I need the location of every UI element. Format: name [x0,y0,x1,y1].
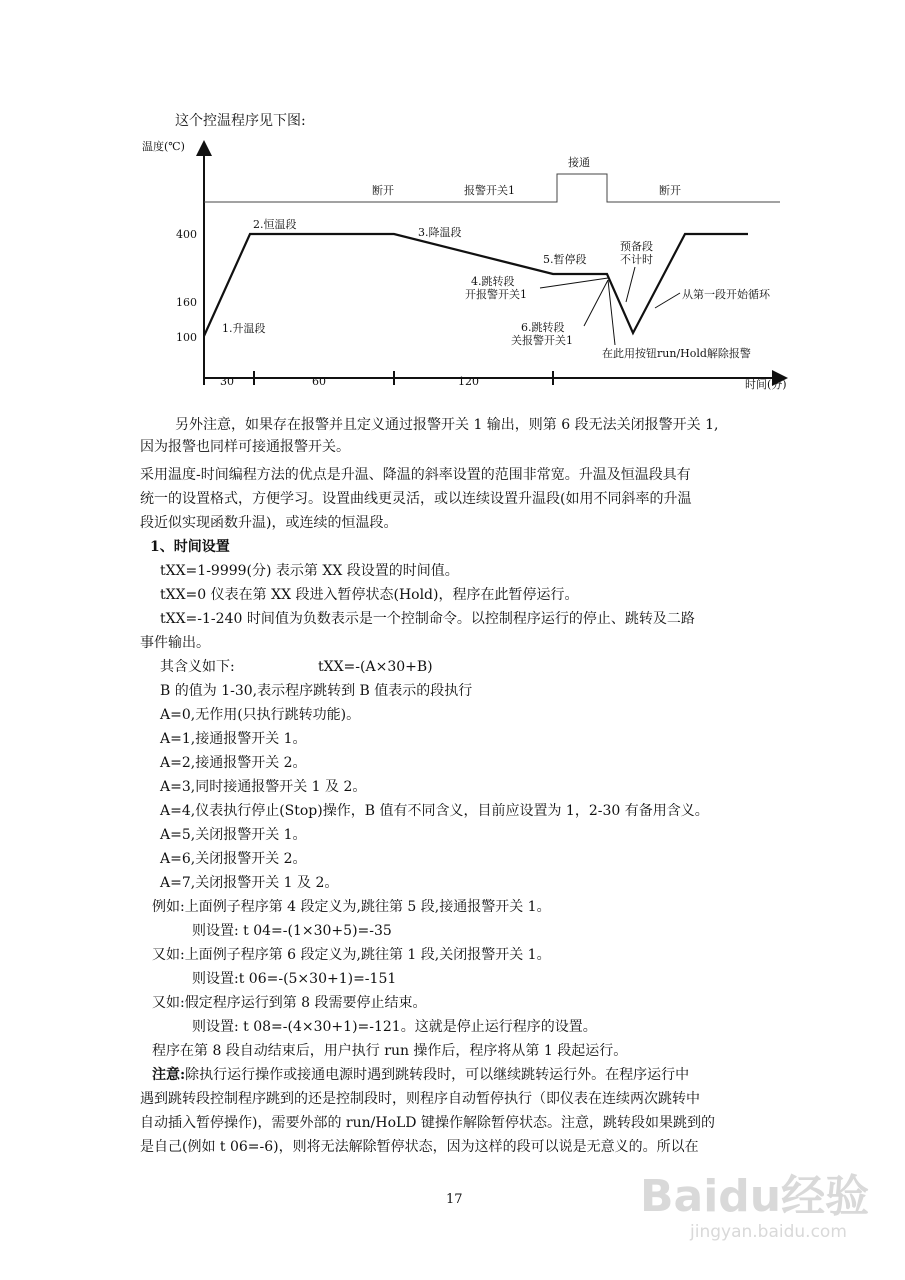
a4-line: A=4,仪表执行停止(Stop)操作，B 值有不同含义，目前应设置为 1，2-30 有备用含义。 [160,803,709,819]
alarm-switch-label: 报警开关1 [464,184,515,197]
time-rule-3-line2: 事件输出。 [140,635,210,651]
loop-label: 从第一段开始循环 [682,288,770,301]
example2: 又如:上面例子程序第 6 段定义为,跳往第 1 段,关闭报警开关 1。 [152,947,551,963]
leader-seg6 [584,280,608,326]
page-number: 17 [446,1192,463,1207]
note-line4: 是自己(例如 t 06=-6)，则将无法解除暂停状态，因为这样的段可以说是无意义的。所以在 [140,1139,699,1155]
seg5-label: 5.暂停段 [543,253,587,266]
alarm-off-left: 断开 [372,184,394,197]
para2-line1: 采用温度-时间编程方法的优点是升温、降温的斜率设置的范围非常宽。升温及恒温段具有 [140,467,691,483]
time-rule-2: tXX=0 仪表在第 XX 段进入暂停状态(Hold)，程序在此暂停运行。 [160,587,579,603]
y-tick-400: 400 [176,228,197,241]
y-tick-100: 100 [176,331,197,344]
time-rule-3-line1: tXX=-1-240 时间值为负数表示是一个控制命令。以控制程序运行的停止、跳转及二路 [160,611,695,627]
x-interval-120: 120 [458,375,479,388]
x-interval-30: 30 [220,375,234,388]
example3-setting: 则设置: t 08=-(4×30+1)=-121。这就是停止运行程序的设置。 [192,1019,597,1035]
time-rule-1: tXX=1-9999(分) 表示第 XX 段设置的时间值。 [160,563,459,579]
seg6-label-2: 关报警开关1 [511,334,573,347]
temperature-time-chart [140,130,800,395]
a1-line: A=1,接通报警开关 1。 [160,731,307,747]
seg3-label: 3.降温段 [418,226,462,239]
seg4-label-1: 4.跳转段 [471,275,515,288]
intro-text: 这个控温程序见下图: [175,113,306,129]
note-line1 [152,1064,689,1086]
alarm-on-label: 接通 [568,156,590,169]
x-axis-label: 时间(分) [745,378,787,391]
leader-prep [626,267,635,302]
section-heading: 1、时间设置 [150,539,230,555]
a2-line: A=2,接通报警开关 2。 [160,755,307,771]
seg1-label: 1.升温段 [222,322,266,335]
a5-line: A=5,关闭报警开关 1。 [160,827,307,843]
example1: 例如:上面例子程序第 4 段定义为,跳往第 5 段,接通报警开关 1。 [152,899,551,915]
note-text-1: 除执行运行操作或接通电源时遇到跳转段时，可以继续跳转运行外。在程序运行中 [185,1067,690,1083]
note-line2: 遇到跳转段控制程序跳到的还是控制段时，则程序自动暂停执行（即仪表在连续两次跳转中 [140,1091,700,1107]
para1-line2: 因为报警也同样可接通报警开关。 [140,439,350,455]
leader-loop [655,293,680,308]
y-axis-label: 温度(℃) [142,140,185,153]
release-label: 在此用按钮run/Hold解除报警 [602,347,751,360]
a0-line: A=0,无作用(只执行跳转功能)。 [160,707,361,723]
note-line3: 自动插入暂停操作)，需要外部的 run/HoLD 键操作解除暂停状态。注意，跳转段如果跳到的 [140,1115,715,1131]
seg6-label-1: 6.跳转段 [521,321,565,334]
para2-line2: 统一的设置格式，方便学习。设置曲线更灵活，或以连续设置升温段(如用不同斜率的升温 [140,491,692,507]
example3: 又如:假定程序运行到第 8 段需要停止结束。 [152,995,427,1011]
x-interval-60: 60 [312,375,326,388]
y-tick-160: 160 [176,296,197,309]
prep-label-1: 预备段 [620,240,653,253]
para2-line3: 段近似实现函数升温)，或连续的恒温段。 [140,515,398,531]
baidu-watermark-logo: Baidu经验 [640,1171,870,1222]
note-label: 注意: [152,1067,186,1083]
a3-line: A=3,同时接通报警开关 1 及 2。 [160,779,367,795]
meaning-formula: tXX=-(A×30+B) [318,659,433,675]
b-description: B 的值为 1-30,表示程序跳转到 B 值表示的段执行 [160,683,473,699]
example2-setting: 则设置:t 06=-(5×30+1)=-151 [192,971,397,987]
leader-seg4 [540,278,608,288]
para1-line1: 另外注意，如果存在报警并且定义通过报警开关 1 输出，则第 6 段无法关闭报警开关 1, [175,417,719,433]
example1-setting: 则设置: t 04=-(1×30+5)=-35 [192,923,392,939]
alarm-off-right: 断开 [659,184,681,197]
seg2-label: 2.恒温段 [253,218,297,231]
program-end-line: 程序在第 8 段自动结束后，用户执行 run 操作后，程序将从第 1 段起运行。 [152,1043,628,1059]
a6-line: A=6,关闭报警开关 2。 [160,851,307,867]
seg4-label-2: 开报警开关1 [465,288,527,301]
meaning-label: 其含义如下: [160,659,235,675]
a7-line: A=7,关闭报警开关 1 及 2。 [160,875,339,891]
baidu-watermark-url: jingyan.baidu.com [690,1222,847,1242]
prep-label-2: 不计时 [620,253,653,266]
